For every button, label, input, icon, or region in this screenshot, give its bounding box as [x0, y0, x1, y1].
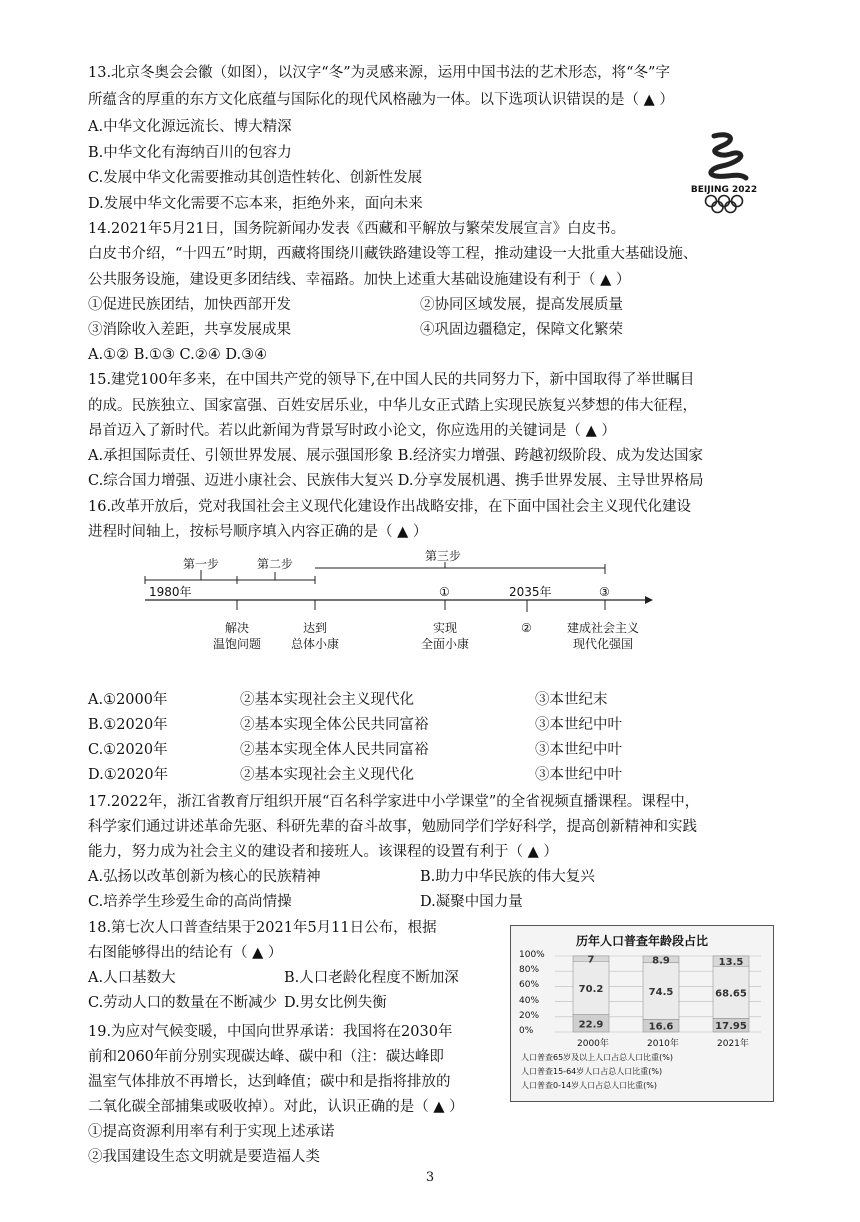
- option-item: A.弘扬以改革创新为核心的民族精神: [88, 869, 321, 885]
- text-line: 进程时间轴上，按标号顺序填入内容正确的是（ ▲ ）: [88, 524, 428, 540]
- text-line: C.综合国力增强、迈进小康社会、民族伟大复兴 D.分享发展机遇、携手世界发展、主导世界格局: [88, 473, 704, 489]
- x-tick-label: 2000年: [577, 1039, 609, 1049]
- timeline-marker-2: ②: [521, 621, 532, 635]
- option-item: D.男女比例失衡: [284, 995, 387, 1011]
- bar-value-label: 17.95: [715, 1021, 747, 1033]
- text-line: 的成。民族独立、国家富强、百姓安居乐业，中华儿女正式踏上实现民族复兴梦想的伟大征程，: [88, 398, 697, 414]
- timeline-marker-3: ③: [599, 585, 610, 599]
- option-item: ④巩固边疆稳定，保障文化繁荣: [420, 322, 623, 338]
- legend-entry: 人口普查0-14岁人口占总人口比重(%): [521, 1081, 657, 1090]
- option-item: B.助力中华民族的伟大复兴: [420, 869, 595, 885]
- text-line: A.中华文化源远流长、博大精深: [88, 119, 292, 135]
- timeline-year-1980: 1980年: [149, 585, 192, 599]
- option-item: B.人口老龄化程度不断加深: [284, 970, 459, 986]
- option-item: C.培养学生珍爱生命的高尚情操: [88, 894, 292, 910]
- text-line: 右图能够得出的结论有（ ▲ ）: [88, 945, 283, 961]
- option-item: C.劳动人口的数量在不断减少: [88, 995, 278, 1011]
- q16-option-cell: ②基本实现社会主义现代化: [240, 767, 414, 783]
- text-line: 19.为应对气候变暖，中国向世界承诺：我国将在2030年: [88, 1024, 453, 1040]
- q16-option-cell: D.①2020年: [88, 767, 169, 783]
- bar-value-label: 7: [587, 954, 595, 966]
- text-line: 二氧化碳全部捕集或吸收掉）。对此，认识正确的是（ ▲ ）: [88, 1099, 464, 1115]
- text-line: 白皮书介绍，“十四五”时期，西藏将围绕川藏铁路建设等工程，推动建设一大批重大基础设施、: [88, 246, 698, 262]
- option-item: D.凝聚中国力量: [420, 894, 523, 910]
- text-line: C.发展中华文化需要推动其创造性转化、创新性发展: [88, 170, 423, 186]
- option-item: ①促进民族团结，加快西部开发: [88, 297, 291, 313]
- text-line: 前和2060年前分别实现碳达峰、碳中和（注：碳达峰即: [88, 1049, 444, 1065]
- text-line: ②我国建设生态文明就是要造福人类: [88, 1149, 320, 1165]
- winter-olympics-emblem-icon: [688, 130, 760, 214]
- timeline-label-2a: 达到: [303, 621, 328, 635]
- text-line: 16.改革开放后，党对我国社会主义现代化建设作出战略安排，在下面中国社会主义现代化建设: [88, 499, 692, 515]
- timeline-label-4a: 建成社会主义: [567, 621, 640, 635]
- timeline-marker-1: ①: [439, 585, 450, 599]
- option-item: ③消除收入差距，共享发展成果: [88, 322, 291, 338]
- option-item: A.人口基数大: [88, 970, 176, 986]
- timeline-label-1b: 温饱问题: [213, 637, 262, 651]
- bar-value-label: 70.2: [578, 983, 604, 995]
- text-line: B.中华文化有海纳百川的包容力: [88, 145, 292, 161]
- text-line: 18.第七次人口普查结果于2021年5月11日公布，根据: [88, 920, 437, 936]
- q16-option-cell: ②基本实现社会主义现代化: [240, 692, 414, 708]
- text-line: 科学家们通过讲述革命先驱、科研先辈的奋斗故事，勉励同学们学好科学，提高创新精神和实践: [88, 819, 697, 835]
- timeline-step1: 第一步: [183, 557, 220, 571]
- q16-option-cell: ③本世纪中叶: [535, 767, 622, 783]
- q16-option-cell: ②基本实现全体公民共同富裕: [240, 717, 429, 733]
- timeline-label-1a: 解决: [225, 621, 250, 635]
- y-tick-label: 100%: [519, 950, 545, 960]
- page-number: 3: [425, 1170, 435, 1185]
- text-line: 昂首迈入了新时代。若以此新闻为背景写时政小论文，你应选用的关键词是（ ▲ ）: [88, 423, 616, 439]
- bar-value-label: 16.6: [648, 1021, 674, 1033]
- text-line: 温室气体排放不再增长，达到峰值；碳中和是指将排放的: [88, 1074, 451, 1090]
- timeline-label-3a: 实现: [433, 621, 458, 635]
- bar-value-label: 68.65: [715, 988, 747, 1000]
- y-tick-label: 40%: [519, 995, 540, 1006]
- q16-option-cell: A.①2000年: [88, 692, 168, 708]
- text-line: A.承担国际责任、引领世界发展、展示强国形象 B.经济实力增强、跨越初级阶段、成为发达国家: [88, 448, 703, 464]
- logo-text: BEIJING 2022: [690, 185, 758, 195]
- text-line: ①提高资源利用率有利于实现上述承诺: [88, 1124, 335, 1140]
- q16-option-cell: ③本世纪中叶: [535, 742, 622, 758]
- text-line: 17.2022年，浙江省教育厅组织开展“百名科学家进中小学课堂”的全省视频直播课程。课程中，: [88, 794, 700, 810]
- bar-value-label: 8.9: [652, 955, 670, 967]
- text-line: 所蕴含的厚重的东方文化底蕴与国际化的现代风格融为一体。以下选项认识错误的是（ ▲ ）: [88, 92, 674, 108]
- text-line: 公共服务设施，建设更多团结线、幸福路。加快上述重大基础设施建设有利于（ ▲ ）: [88, 272, 631, 288]
- q16-option-cell: B.①2020年: [88, 717, 168, 733]
- y-tick-label: 80%: [519, 965, 540, 976]
- timeline-label-2b: 总体小康: [291, 637, 340, 651]
- text-line: 13.北京冬奥会会徽（如图），以汉字“冬”为灵感来源，运用中国书法的艺术形态，将“冬”字: [88, 65, 670, 81]
- timeline-year-2035: 2035年: [509, 585, 552, 599]
- bar-value-label: 13.5: [718, 957, 744, 969]
- text-line: 能力，努力成为社会主义的建设者和接班人。该课程的设置有利于（ ▲ ）: [88, 844, 558, 860]
- text-line: D.发展中华文化需要不忘本来，拒绝外来，面向未来: [88, 196, 423, 212]
- timeline-step3: 第三步: [425, 549, 462, 563]
- text-line: 15.建党100年多来，在中国共产党的领导下,在中国人民的共同努力下，新中国取得了举世瞩目: [88, 372, 695, 388]
- x-tick-label: 2010年: [647, 1039, 679, 1049]
- bar-value-label: 74.5: [648, 987, 674, 999]
- q16-option-cell: ③本世纪中叶: [535, 717, 622, 733]
- legend-entry: 人口普查65岁及以上人口占总人口比重(%): [521, 1053, 674, 1062]
- q16-option-cell: C.①2020年: [88, 742, 168, 758]
- q16-option-cell: ③本世纪末: [535, 692, 608, 708]
- text-line: 14.2021年5月21日，国务院新闻办发表《西藏和平解放与繁荣发展宣言》白皮书。: [88, 221, 626, 237]
- y-tick-label: 0%: [519, 1026, 534, 1036]
- modernization-timeline: [135, 550, 655, 660]
- timeline-step2: 第二步: [257, 557, 294, 571]
- y-tick-label: 60%: [519, 980, 540, 991]
- x-tick-label: 2021年: [717, 1039, 749, 1049]
- timeline-label-3b: 全面小康: [421, 637, 470, 651]
- population-age-chart: [510, 925, 774, 1102]
- y-tick-label: 20%: [519, 1010, 540, 1021]
- chart-title: 历年人口普查年龄段占比: [575, 934, 708, 948]
- timeline-label-4b: 现代化强国: [573, 637, 634, 651]
- bar-value-label: 22.9: [578, 1019, 604, 1031]
- q16-option-cell: ②基本实现全体人民共同富裕: [240, 742, 429, 758]
- legend-entry: 人口普查15-64岁人口占总人口比重(%): [521, 1067, 663, 1076]
- option-item: ②协同区域发展，提高发展质量: [420, 297, 623, 313]
- text-line: A.①② B.①③ C.②④ D.③④: [88, 347, 268, 363]
